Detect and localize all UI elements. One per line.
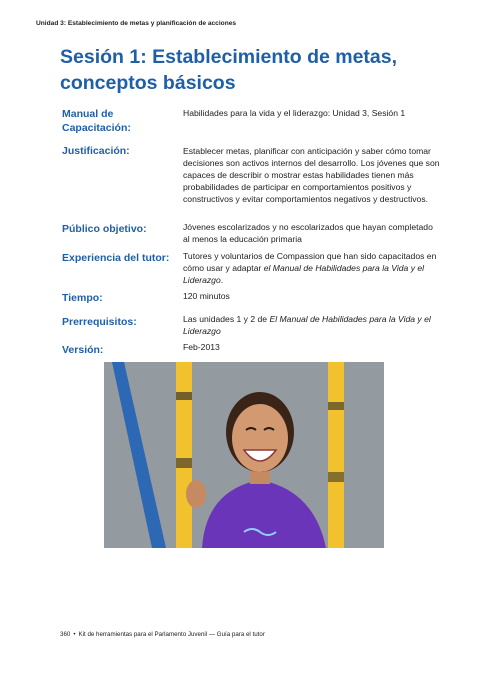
prerequisite-manual-italic: El Manual de Habilidades para la Vida y el Liderazgo <box>183 314 431 336</box>
value-prerrequisitos: Las unidades 1 y 2 de El Manual de Habilidades para la Vida y el Liderazgo <box>183 314 431 336</box>
label-justificacion: Justificación: <box>62 145 130 157</box>
session-title <box>60 44 460 96</box>
value-manual: Habilidades para la vida y el liderazgo: Unidad 3, Sesión 1 <box>183 108 406 118</box>
manual-title-italic: el Manual de Habilidades para la Vida y el Liderazgo <box>183 263 425 285</box>
session-title-line-1: Sesión 1: Establecimiento de metas, <box>60 46 398 68</box>
label-manual: Manual de Capacitación: <box>62 108 131 134</box>
value-justificacion: Establecer metas, planificar con anticipación y saber cómo tomar decisiones son activos internos del desarrollo. Los jóvenes que son capaces de describir o mostrar estas habilidades tienen más probabilidades de participar en comportamientos positivos y constructivos y evitar comportamientos negativos y destructivos. <box>183 146 440 204</box>
photo-smiling-girl <box>104 362 384 548</box>
page-footer <box>60 631 265 638</box>
page-number: 360 <box>60 631 71 638</box>
label-version: Versión: <box>62 344 104 356</box>
value-version: Feb-2013 <box>183 342 220 352</box>
label-prerrequisitos: Prerrequisitos: <box>62 316 137 328</box>
yellow-bar-right <box>328 362 344 548</box>
running-head: Unidad 3: Establecimiento de metas y planificación de acciones <box>36 20 237 27</box>
photo-illustration <box>104 362 384 548</box>
label-experiencia: Experiencia del tutor: <box>62 252 170 264</box>
label-tiempo: Tiempo: <box>62 292 103 304</box>
label-publico: Público objetivo: <box>62 223 147 235</box>
value-publico: Jóvenes escolarizados y no escolarizados que hayan completado al menos la educación primaria <box>183 222 433 244</box>
session-title-line-2: conceptos básicos <box>60 72 236 94</box>
face <box>232 404 288 472</box>
footer-publication-title: Kit de herramientas para el Parlamento Juvenil — Guía para el tutor <box>78 631 265 638</box>
value-tiempo: 120 minutos <box>183 291 230 301</box>
footer-bullet: • <box>73 631 76 638</box>
value-experiencia: Tutores y voluntarios de Compassion que han sido capacitados en cómo usar y adaptar el Manual de Habilidades para la Vida y el Liderazgo. <box>183 251 437 285</box>
left-hand <box>186 480 206 508</box>
yellow-bar-left <box>176 362 192 548</box>
